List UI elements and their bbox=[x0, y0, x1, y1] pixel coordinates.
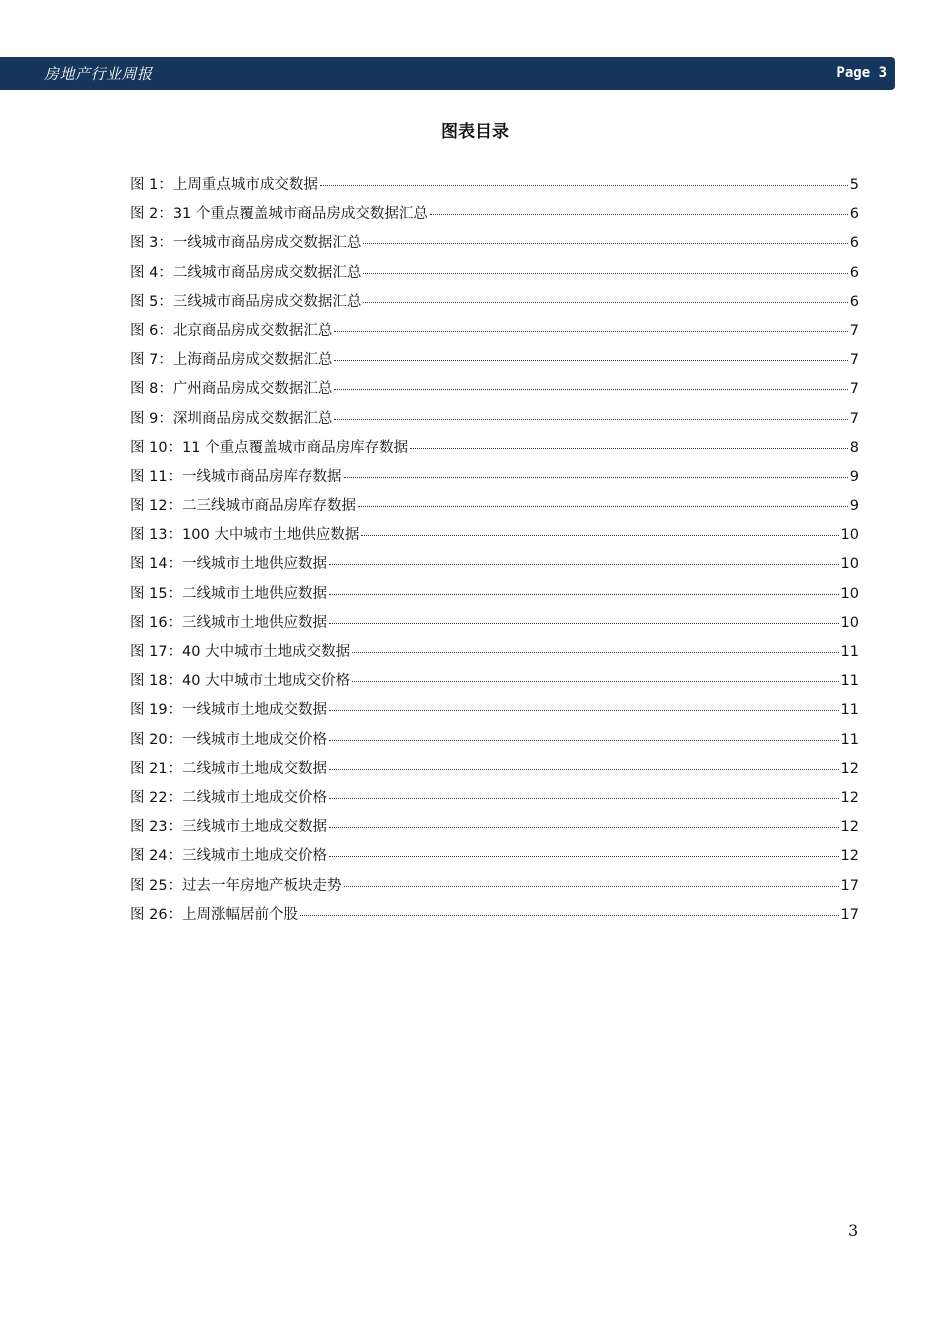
toc-leader-dots bbox=[361, 535, 838, 536]
toc-item-page: 10 bbox=[840, 556, 859, 573]
toc-item-label: 图 16：三线城市土地供应数据 bbox=[130, 614, 328, 631]
toc-leader-dots bbox=[329, 827, 838, 828]
toc-item-page: 10 bbox=[840, 585, 859, 602]
toc-item-label: 图 7：上海商品房成交数据汇总 bbox=[130, 352, 333, 369]
toc-item-label: 图 11：一线城市商品房库存数据 bbox=[130, 468, 342, 485]
toc-item[interactable] bbox=[130, 175, 859, 204]
toc-item[interactable] bbox=[130, 788, 859, 817]
toc-item-label: 图 9：深圳商品房成交数据汇总 bbox=[130, 410, 333, 427]
toc-leader-dots bbox=[358, 506, 848, 507]
toc-item-page: 6 bbox=[849, 206, 859, 223]
toc-leader-dots bbox=[430, 214, 848, 215]
toc-item[interactable] bbox=[130, 759, 859, 788]
toc-item[interactable] bbox=[130, 204, 859, 233]
toc-item-label: 图 8：广州商品房成交数据汇总 bbox=[130, 381, 333, 398]
toc-item[interactable] bbox=[130, 379, 859, 408]
toc-item[interactable] bbox=[130, 438, 859, 467]
toc-item-label: 图 10：11 个重点覆盖城市商品房库存数据 bbox=[130, 439, 409, 456]
toc-leader-dots bbox=[329, 710, 838, 711]
report-title: 房地产行业周报 bbox=[44, 65, 153, 83]
toc-item-label: 图 26：上周涨幅居前个股 bbox=[130, 906, 299, 923]
toc-item[interactable] bbox=[130, 496, 859, 525]
toc-leader-dots bbox=[329, 798, 838, 799]
toc-item-page: 12 bbox=[840, 789, 859, 806]
toc-item-label: 图 1：上周重点城市成交数据 bbox=[130, 177, 318, 193]
toc-leader-dots bbox=[329, 623, 838, 624]
toc-item-page: 6 bbox=[849, 235, 859, 252]
toc-item[interactable] bbox=[130, 613, 859, 642]
toc-item[interactable] bbox=[130, 233, 859, 262]
toc-leader-dots bbox=[329, 564, 838, 565]
toc-leader-dots bbox=[363, 273, 847, 274]
toc-item-page: 6 bbox=[849, 264, 859, 281]
toc-item-page: 12 bbox=[840, 848, 859, 865]
toc-item-page: 7 bbox=[849, 352, 859, 369]
toc-leader-dots bbox=[334, 331, 847, 332]
toc-item-page: 12 bbox=[840, 819, 859, 836]
toc-item-label: 图 19：一线城市土地成交数据 bbox=[130, 702, 328, 719]
toc-item-page: 5 bbox=[849, 177, 859, 193]
toc-item-label: 图 5：三线城市商品房成交数据汇总 bbox=[130, 293, 362, 310]
toc-item-label: 图 6：北京商品房成交数据汇总 bbox=[130, 322, 333, 339]
toc-heading: 图表目录 bbox=[441, 122, 509, 142]
toc-item-page: 11 bbox=[840, 702, 859, 719]
toc-leader-dots bbox=[334, 419, 847, 420]
toc-item-page: 12 bbox=[840, 760, 859, 777]
toc-item-label: 图 24：三线城市土地成交价格 bbox=[130, 848, 328, 865]
toc-item[interactable] bbox=[130, 876, 859, 905]
toc-leader-dots bbox=[352, 652, 838, 653]
toc-item-label: 图 4：二线城市商品房成交数据汇总 bbox=[130, 264, 362, 281]
toc-leader-dots bbox=[329, 769, 838, 770]
toc-item[interactable] bbox=[130, 409, 859, 438]
toc-leader-dots bbox=[352, 681, 838, 682]
toc-item[interactable] bbox=[130, 700, 859, 729]
toc-item[interactable] bbox=[130, 905, 859, 934]
toc-item[interactable] bbox=[130, 467, 859, 496]
toc-item-page: 7 bbox=[849, 322, 859, 339]
toc-item[interactable] bbox=[130, 730, 859, 759]
toc-item-page: 8 bbox=[849, 439, 859, 456]
toc-leader-dots bbox=[300, 915, 838, 916]
toc-item-page: 7 bbox=[849, 381, 859, 398]
toc-item[interactable] bbox=[130, 671, 859, 700]
toc-item-label: 图 13：100 大中城市土地供应数据 bbox=[130, 527, 360, 544]
toc-item-page: 10 bbox=[840, 614, 859, 631]
toc-leader-dots bbox=[363, 243, 847, 244]
toc-leader-dots bbox=[320, 185, 848, 186]
toc-item[interactable] bbox=[130, 584, 859, 613]
toc-item-page: 7 bbox=[849, 410, 859, 427]
toc-list bbox=[130, 175, 859, 934]
toc-item-label: 图 18：40 大中城市土地成交价格 bbox=[130, 673, 351, 690]
toc-leader-dots bbox=[363, 302, 847, 303]
toc-item[interactable] bbox=[130, 525, 859, 554]
toc-item-label: 图 23：三线城市土地成交数据 bbox=[130, 819, 328, 836]
toc-leader-dots bbox=[334, 389, 847, 390]
toc-item-label: 图 2：31 个重点覆盖城市商品房成交数据汇总 bbox=[130, 206, 428, 223]
toc-item[interactable] bbox=[130, 263, 859, 292]
toc-item-page: 17 bbox=[840, 877, 859, 894]
toc-item[interactable] bbox=[130, 321, 859, 350]
toc-item[interactable] bbox=[130, 817, 859, 846]
toc-item-page: 11 bbox=[840, 673, 859, 690]
toc-item[interactable] bbox=[130, 846, 859, 875]
toc-item[interactable] bbox=[130, 350, 859, 379]
toc-item-page: 11 bbox=[840, 644, 859, 660]
toc-item-page: 17 bbox=[840, 906, 859, 923]
toc-item-label: 图 15：二线城市土地供应数据 bbox=[130, 585, 328, 602]
toc-leader-dots bbox=[329, 740, 838, 741]
header-page-label: Page 3 bbox=[836, 65, 887, 81]
toc-item-page: 9 bbox=[849, 498, 859, 515]
toc-item-page: 10 bbox=[840, 527, 859, 544]
toc-leader-dots bbox=[329, 856, 838, 857]
toc-item-label: 图 14：一线城市土地供应数据 bbox=[130, 556, 328, 573]
toc-item-page: 11 bbox=[840, 731, 859, 748]
toc-item-label: 图 20：一线城市土地成交价格 bbox=[130, 731, 328, 748]
toc-leader-dots bbox=[344, 886, 839, 887]
toc-leader-dots bbox=[329, 594, 838, 595]
toc-item-label: 图 12：二三线城市商品房库存数据 bbox=[130, 498, 357, 515]
toc-item-label: 图 21：二线城市土地成交数据 bbox=[130, 760, 328, 777]
report-header-bar bbox=[0, 57, 895, 90]
toc-item-label: 图 22：二线城市土地成交价格 bbox=[130, 789, 328, 806]
toc-item-label: 图 17：40 大中城市土地成交数据 bbox=[130, 644, 351, 660]
toc-item[interactable] bbox=[130, 292, 859, 321]
footer-page-number: 3 bbox=[848, 1221, 859, 1240]
toc-item-label: 图 25：过去一年房地产板块走势 bbox=[130, 877, 342, 894]
toc-item-page: 9 bbox=[849, 468, 859, 485]
toc-item[interactable] bbox=[130, 554, 859, 583]
toc-leader-dots bbox=[410, 448, 848, 449]
toc-leader-dots bbox=[344, 477, 848, 478]
toc-item-page: 6 bbox=[849, 293, 859, 310]
toc-item-label: 图 3：一线城市商品房成交数据汇总 bbox=[130, 235, 362, 252]
toc-item[interactable] bbox=[130, 642, 859, 671]
toc-leader-dots bbox=[334, 360, 847, 361]
